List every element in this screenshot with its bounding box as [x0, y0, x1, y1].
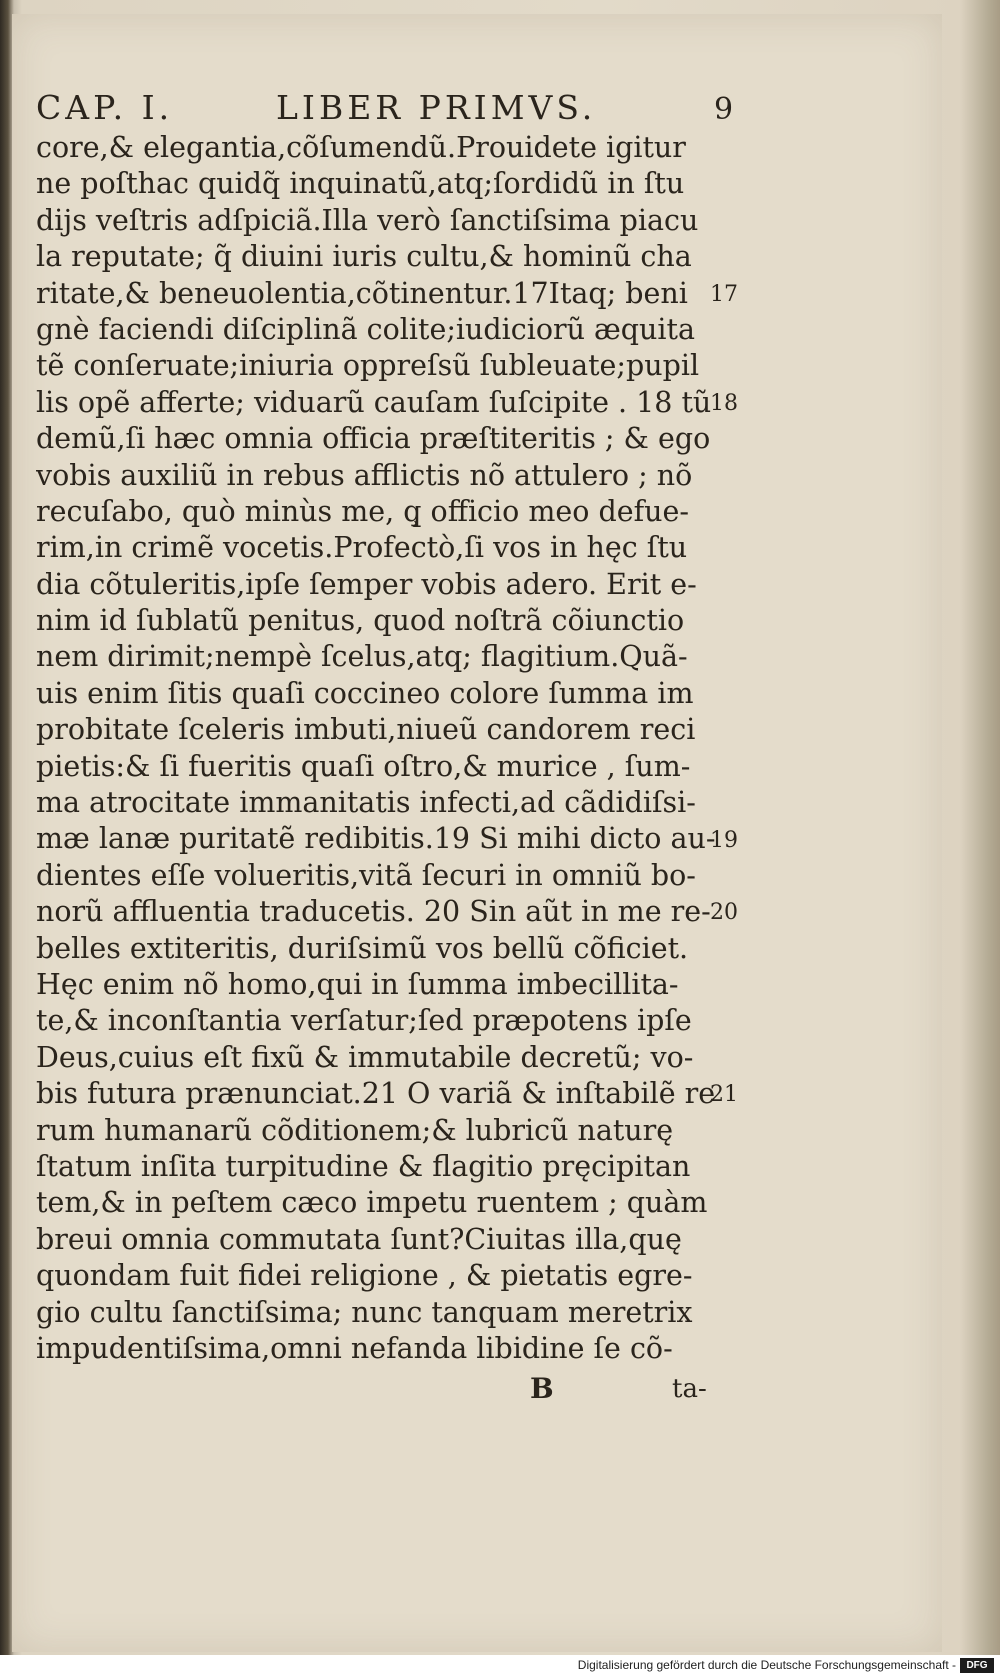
text-line: impudentiſsima,omni nefanda libidine ſe cõ- [36, 1331, 673, 1365]
text-line: nem dirimit;nempè ſcelus,atq; flagitium.Quã- [36, 640, 688, 674]
text-line: core,& elegantia,cõſumendũ.Prouidete igitur [36, 131, 686, 164]
verse-number: 20 [710, 900, 738, 926]
text-line: te,& inconſtantia verſatur;ſed præpotens ipſe [36, 1004, 692, 1038]
text-line: dia cõtuleritis,ipſe ſemper vobis adero. Erit e- [36, 567, 697, 601]
folio-number: 9 [714, 92, 734, 127]
text-line: gio cultu ſanctiſsima; nunc tanquam meretrix [36, 1295, 693, 1329]
text-line: gnè faciendi diſciplinã colite;iudiciorũ æquita [36, 312, 695, 346]
digitization-footer [0, 1655, 1000, 1676]
text-line: dijs veſtris adſpiciã.Illa verò ſanctiſsima piacu [36, 203, 699, 237]
text-line: demũ,ſi hæc omnia officia præſtiteritis ; & ego [36, 422, 711, 456]
text-line: nim id ſublatũ penitus, quod noſtrã cõiunctio [36, 604, 685, 638]
dfg-logo: DFG [960, 1658, 994, 1673]
text-line: vobis auxiliũ in rebus afflictis nõ attulero ; nõ [36, 458, 693, 492]
text-line: lis opẽ afferte; viduarũ cauſam ſuſcipite . 18 tũ [36, 385, 712, 419]
text-line: recuſabo, quò minùs me, q̧ officio meo defue- [36, 494, 689, 528]
text-line: Deus,cuius eſt fixũ & immutabile decretũ; vo- [36, 1040, 694, 1074]
signature-mark: B [530, 1372, 554, 1405]
funding-credit: Digitalisierung gefördert durch die Deutsche Forschungsgemeinschaft - [577, 1658, 956, 1672]
verse-number: 18 [710, 390, 738, 416]
text-line: la reputate; q̃ diuini iuris cultu,& hominũ cha [36, 240, 692, 274]
text-line: probitate ſceleris imbuti,niueũ candorem reci [36, 713, 696, 747]
text-line: dientes eſſe volueritis,vitã ſecuri in omniũ bo- [36, 858, 696, 892]
text-line: rim,in crimẽ vocetis.Profectò,ſi vos in hęc ſtu [36, 531, 688, 565]
text-line: pietis:& ſi fueritis quaſi oſtro,& murice , ſum- [36, 749, 691, 783]
text-line: mæ lanæ puritatẽ redibitis.19 Si mihi dicto au- [36, 822, 716, 856]
chapter-heading: CAP. I. [36, 88, 174, 127]
text-line: ſtatum inſita turpitudine & flagitio pręcipitan [36, 1149, 691, 1183]
text-line: tem,& in peſtem cæco impetu ruentem ; quàm [36, 1186, 708, 1220]
text-line: rum humanarũ cõditionem;& lubricũ naturę [36, 1113, 674, 1147]
verse-number: 19 [710, 827, 738, 853]
text-line: norũ affluentia traducetis. 20 Sin aũt in me re- [36, 895, 711, 929]
verse-number: 17 [710, 281, 738, 307]
text-line: ne poſthac quidq̃ inquinatũ,atq;ſordidũ in ſtu [36, 167, 685, 201]
book-title: LIBER PRIMVS. [276, 88, 597, 127]
text-line: uis enim ſitis quaſi coccineo colore ſumma im [36, 676, 694, 710]
text-line: breui omnia commutata ſunt?Ciuitas illa,quę [36, 1222, 682, 1256]
text-line: quondam fuit fidei religione , & pietatis egre- [36, 1259, 693, 1293]
catchword: ta- [672, 1374, 707, 1404]
text-line: tẽ conſeruate;iniuria oppreſsũ ſubleuate;pupil [36, 349, 700, 383]
verse-number: 21 [710, 1082, 738, 1108]
text-line: ma atrocitate immanitatis infecti,ad cãdidiſsi- [36, 786, 696, 820]
body-text [36, 130, 736, 1367]
text-line: Hęc enim nõ homo,qui in ſumma imbecillita- [36, 967, 679, 1001]
text-line: belles extiteritis, duriſsimũ vos bellũ cõficiet. [36, 931, 689, 965]
text-line: bis futura prænunciat.21 O variã & inſtabilẽ re [36, 1077, 716, 1111]
text-line: ritate,& beneuolentia,cõtinentur.17Itaq; beni [36, 276, 688, 310]
